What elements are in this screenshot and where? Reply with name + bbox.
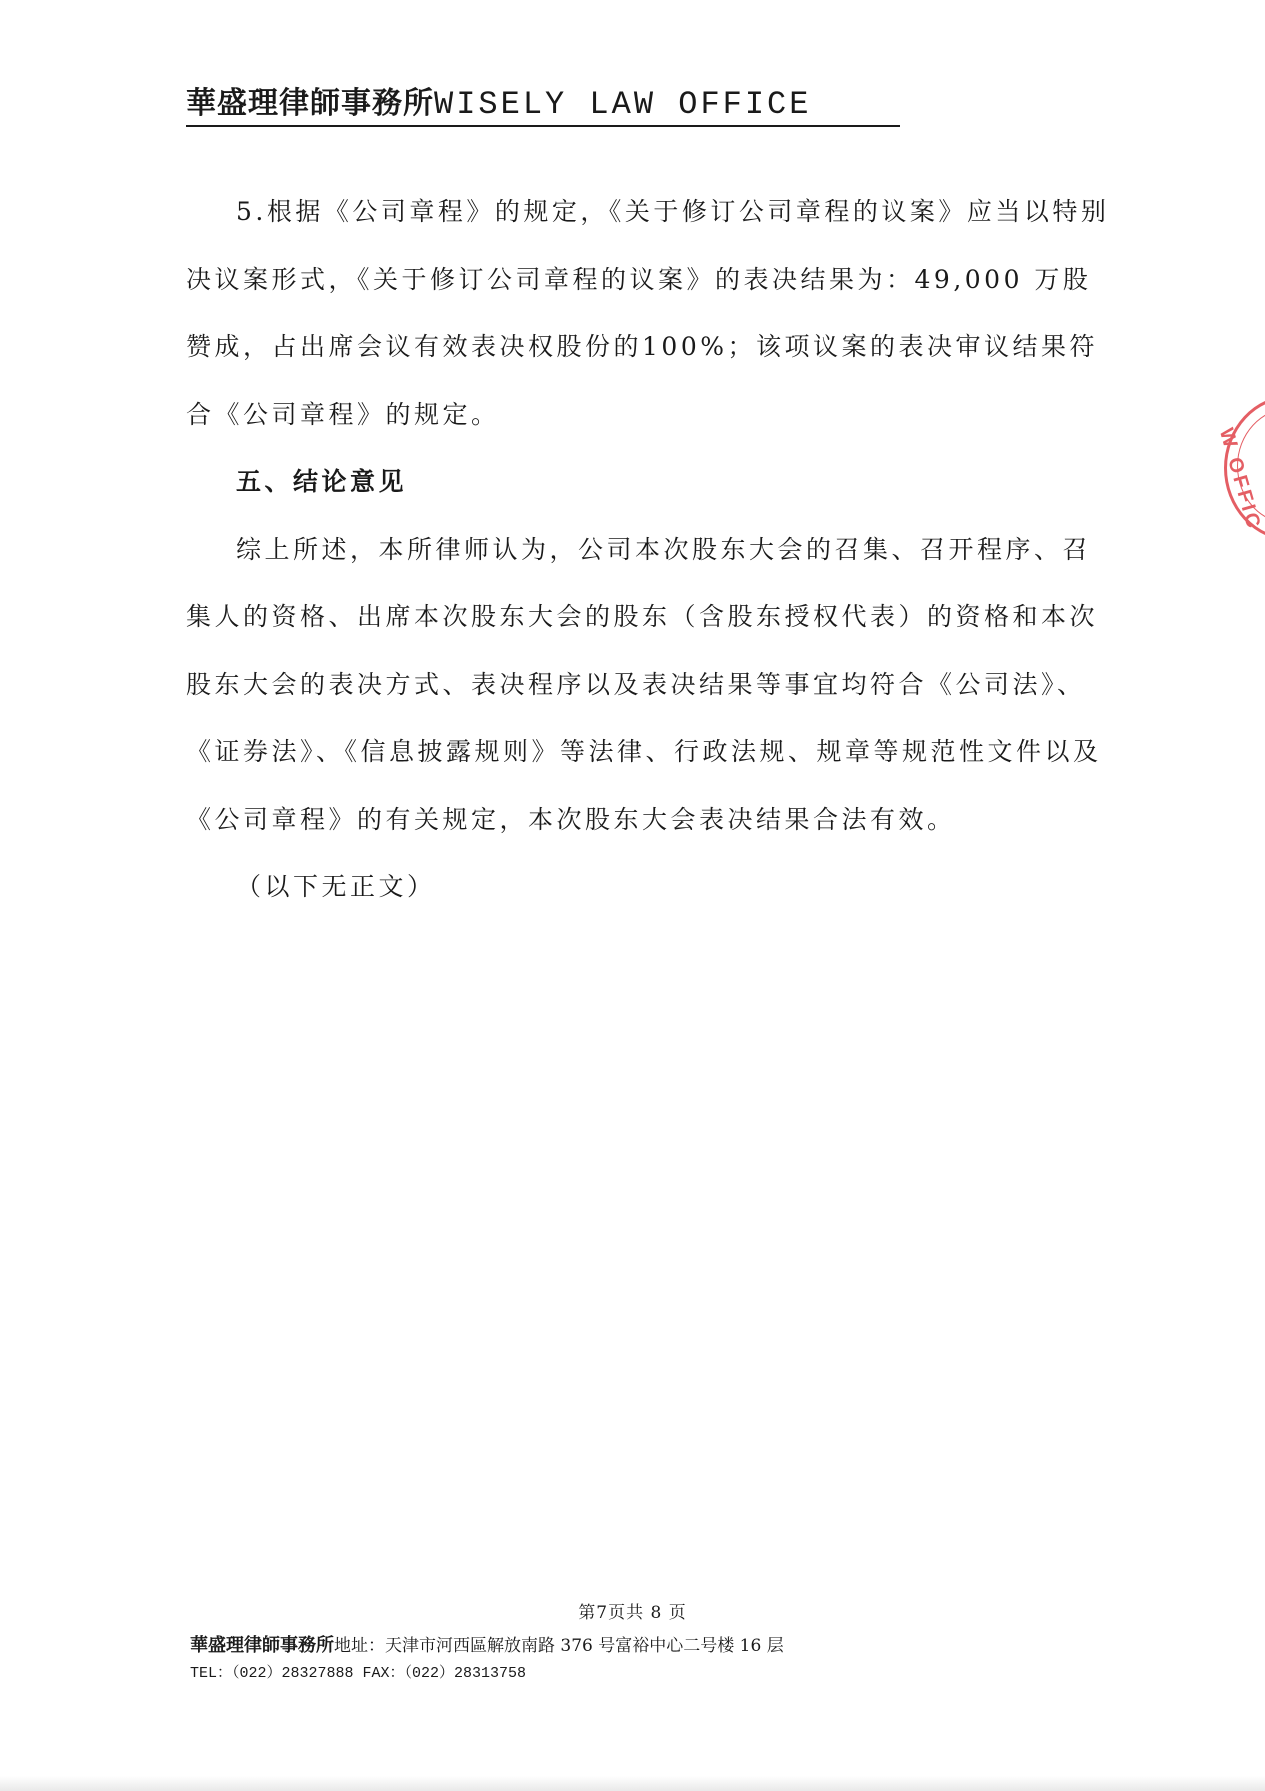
letterhead-firm-name-en: WISELY LAW OFFICE [434,86,812,123]
seal-stamp-text: W OFFIC [1214,425,1265,534]
paragraph-resolution-5: 5.根据《公司章程》的规定，《关于修订公司章程的议案》应当以特别决议案形式，《关于修订公司章程的议案》的表决结果为：49,000 万股赞成，占出席会议有效表决权股份的100%；该项议案的表决审议结果符合《公司章程》的规定。 [186,197,1110,429]
seal-stamp [1214,395,1265,541]
footer-contact: TEL：（022）28327888 FAX：（022）28313758 [190,1665,527,1682]
page-number: 第7页共 8 页 [578,1603,687,1623]
footer [190,1632,784,1687]
footer-firm-name: 華盛理律師事務所 [190,1635,334,1656]
end-note: （以下无正文） [236,872,436,901]
letterhead-firm-name-cn: 華盛理律師事務所 [186,86,434,121]
document-body [186,178,1116,921]
paragraph-conclusion: 综上所述，本所律师认为，公司本次股东大会的召集、召开程序、召集人的资格、出席本次股东大会的股东（含股东授权代表）的资格和本次股东大会的表决方式、表决程序以及表决结果等事宜均符合《公司法》、《证券法》、《信息披露规则》等法律、行政法规、规章等规范性文件以及《公司章程》的有关规定，本次股东大会表决结果合法有效。 [186,534,1102,834]
section-heading-conclusion: 五、结论意见 [236,467,408,496]
footer-address: 地址：天津市河西區解放南路 376 号富裕中心二号楼 16 层 [334,1636,784,1656]
footer-address-line [190,1632,784,1660]
page-bottom-edge [0,1776,1265,1791]
letterhead [186,78,900,127]
